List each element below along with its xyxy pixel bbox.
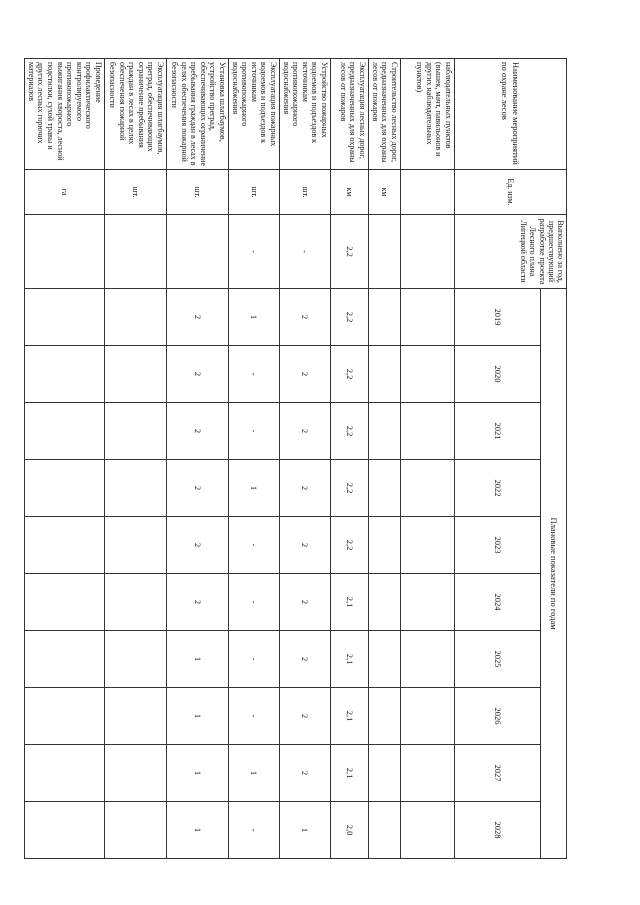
value-cell-2025 (401, 631, 455, 688)
value-cell-2026: 2 (280, 688, 331, 745)
value-cell-2022 (25, 460, 105, 517)
unit-cell: км (331, 170, 369, 215)
year-header-2023: 2023 (455, 517, 541, 574)
table-row (167, 59, 229, 859)
value-cell-2019: 2,2 (331, 289, 369, 346)
value-cell-2026: 1 (167, 688, 229, 745)
value-cell-2025: - (229, 631, 280, 688)
table-row (369, 59, 401, 859)
value-cell-2020 (401, 346, 455, 403)
value-cell-2024 (105, 574, 167, 631)
value-cell-2026 (369, 688, 401, 745)
value-cell-2020: 2 (280, 346, 331, 403)
value-cell-2027: 2 (280, 745, 331, 802)
value-cell-2021 (105, 403, 167, 460)
done-prior-cell: - (229, 215, 280, 289)
value-cell-2024 (369, 574, 401, 631)
value-cell-2025: 1 (167, 631, 229, 688)
unit-cell: шт. (105, 170, 167, 215)
value-cell-2026 (105, 688, 167, 745)
value-cell-2027: 1 (167, 745, 229, 802)
value-cell-2022: 2 (167, 460, 229, 517)
value-cell-2023 (369, 517, 401, 574)
value-cell-2020 (369, 346, 401, 403)
value-cell-2023: - (229, 517, 280, 574)
header-row-1 (541, 59, 567, 859)
unit-cell: шт. (280, 170, 331, 215)
year-header-2028: 2028 (455, 802, 541, 859)
value-cell-2021: 2,2 (331, 403, 369, 460)
value-cell-2025 (105, 631, 167, 688)
done-prior-header: Выполнено за год, предшествующий разработке проекта Лесного плана Липецкой области (455, 215, 567, 289)
year-header-2020: 2020 (455, 346, 541, 403)
value-cell-2019: 1 (229, 289, 280, 346)
unit-cell (401, 170, 455, 215)
table-row (229, 59, 280, 859)
unit-cell: км (369, 170, 401, 215)
value-cell-2022 (105, 460, 167, 517)
done-prior-cell (401, 215, 455, 289)
value-cell-2025: 2,1 (331, 631, 369, 688)
value-cell-2023 (401, 517, 455, 574)
value-cell-2023: 2,2 (331, 517, 369, 574)
value-cell-2022 (401, 460, 455, 517)
value-cell-2022: 1 (229, 460, 280, 517)
value-cell-2021: 2 (167, 403, 229, 460)
done-prior-cell (369, 215, 401, 289)
value-cell-2026 (401, 688, 455, 745)
value-cell-2022: 2,2 (331, 460, 369, 517)
value-cell-2019 (25, 289, 105, 346)
done-prior-cell: - (280, 215, 331, 289)
measure-name: Проведение профилактического контролируемого противопожарного выжигания хвороста, лесной подстилки, сухой травы и других лесных горючих материалов (25, 59, 105, 170)
measure-name: Эксплуатация шлагбаумов, преград, обеспечивающих ограничение пребывания граждан в лесах в целях обеспечения пожарной безопасности (105, 59, 167, 170)
value-cell-2020: 2,2 (331, 346, 369, 403)
value-cell-2024: 2,1 (331, 574, 369, 631)
value-cell-2028 (401, 802, 455, 859)
year-header-2019: 2019 (455, 289, 541, 346)
rotated-page (26, 58, 567, 858)
done-prior-cell (105, 215, 167, 289)
value-cell-2028: - (229, 802, 280, 859)
value-cell-2020 (105, 346, 167, 403)
year-header-2024: 2024 (455, 574, 541, 631)
unit-cell: га (25, 170, 105, 215)
year-header-2027: 2027 (455, 745, 541, 802)
measure-name: Эксплуатация лесных дорог, предназначенных для охраны лесов от пожаров (331, 59, 369, 170)
value-cell-2020 (25, 346, 105, 403)
table-row (105, 59, 167, 859)
value-cell-2028 (369, 802, 401, 859)
value-cell-2022 (369, 460, 401, 517)
year-header-2021: 2021 (455, 403, 541, 460)
value-cell-2024: - (229, 574, 280, 631)
value-cell-2028: 2,0 (331, 802, 369, 859)
value-cell-2026 (25, 688, 105, 745)
year-header-2025: 2025 (455, 631, 541, 688)
year-header-2022: 2022 (455, 460, 541, 517)
table-row (280, 59, 331, 859)
value-cell-2027: 2,1 (331, 745, 369, 802)
value-cell-2027: 1 (229, 745, 280, 802)
value-cell-2021 (25, 403, 105, 460)
year-header-2026: 2026 (455, 688, 541, 745)
done-prior-cell (25, 215, 105, 289)
value-cell-2028: 1 (167, 802, 229, 859)
done-prior-cell (167, 215, 229, 289)
measure-name: Эксплуатация пожарных водоемов и подъездов к источникам противопожарного водоснабжения (229, 59, 280, 170)
value-cell-2021: 2 (280, 403, 331, 460)
table-row (25, 59, 105, 859)
value-cell-2023 (105, 517, 167, 574)
value-cell-2027 (25, 745, 105, 802)
value-cell-2019: 2 (167, 289, 229, 346)
value-cell-2024 (401, 574, 455, 631)
value-cell-2027 (369, 745, 401, 802)
value-cell-2019: 2 (280, 289, 331, 346)
value-cell-2019 (105, 289, 167, 346)
plan-by-years-header: Плановые показатели по годам (541, 289, 567, 859)
value-cell-2020: - (229, 346, 280, 403)
value-cell-2028: 1 (280, 802, 331, 859)
value-cell-2025 (369, 631, 401, 688)
value-cell-2023: 2 (280, 517, 331, 574)
value-cell-2026: 2,1 (331, 688, 369, 745)
value-cell-2020: 2 (167, 346, 229, 403)
value-cell-2019 (369, 289, 401, 346)
measure-name-header: Наименование мероприятий по охране лесов (455, 59, 567, 170)
value-cell-2025: 2 (280, 631, 331, 688)
value-cell-2028 (105, 802, 167, 859)
value-cell-2024: 2 (167, 574, 229, 631)
value-cell-2024 (25, 574, 105, 631)
value-cell-2023 (25, 517, 105, 574)
value-cell-2021 (369, 403, 401, 460)
value-cell-2028 (25, 802, 105, 859)
measure-name: Строительство лесных дорог, предназначенных для охраны лесов от пожаров (369, 59, 401, 170)
unit-header: Ед. изм. (455, 170, 567, 215)
value-cell-2025 (25, 631, 105, 688)
value-cell-2021 (401, 403, 455, 460)
value-cell-2019 (401, 289, 455, 346)
value-cell-2022: 2 (280, 460, 331, 517)
table-row (401, 59, 455, 859)
value-cell-2023: 2 (167, 517, 229, 574)
unit-cell: шт. (167, 170, 229, 215)
measure-name: наблюдательных пунктов (вышек, мачт, павильонов и других наблюдательных пунктов) (401, 59, 455, 170)
table-row (331, 59, 369, 859)
forest-protection-table (24, 58, 567, 859)
measure-name: Устройство пожарных водоемов и подъездов к источникам противопожарного водоснабжения (280, 59, 331, 170)
done-prior-cell: 2,2 (331, 215, 369, 289)
value-cell-2027 (401, 745, 455, 802)
value-cell-2027 (105, 745, 167, 802)
value-cell-2021: - (229, 403, 280, 460)
value-cell-2024: 2 (280, 574, 331, 631)
unit-cell: шт. (229, 170, 280, 215)
measure-name: Установка шлагбаумов, устройство преград, обеспечивающих ограничение пребывания граждан в лесах в целях обеспечения пожарной безопасности (167, 59, 229, 170)
value-cell-2026: - (229, 688, 280, 745)
